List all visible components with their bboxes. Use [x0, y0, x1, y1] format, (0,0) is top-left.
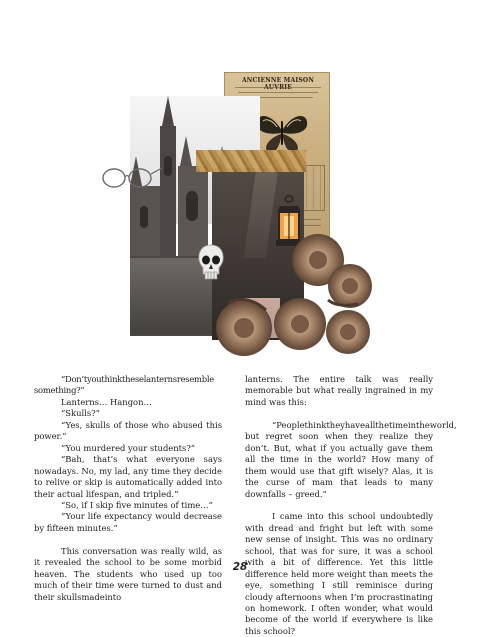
paragraph: “Yes, skulls of those who abused this power.” — [34, 419, 222, 442]
eyeglasses-icon — [100, 164, 162, 190]
parchment-text-line — [235, 87, 321, 88]
parchment-heading: ANCIENNE MAISON — [241, 77, 315, 84]
paragraph: “Don’tyouthinktheselanternsresemble something?” — [34, 374, 214, 396]
right-text-column — [245, 374, 457, 637]
butterfly-icon — [253, 109, 311, 155]
gold-ribbon — [196, 150, 306, 172]
page-number: 28 — [232, 561, 248, 573]
paragraph: “Your life expectancy would decrease by fifteen minutes.” — [34, 511, 222, 533]
parchment-text-line — [238, 92, 318, 93]
rose-icon — [208, 238, 373, 356]
paragraph: “You murdered your students?” — [61, 442, 196, 453]
paragraph: Lanterns… Hangon… — [61, 396, 152, 407]
paragraph: lanterns. The entire talk was really memorable but what really ingrained in my mind was this: — [245, 374, 433, 407]
paragraph: “Bah, that’s what everyone says nowadays. No, my lad, any time they decide to relive or skip is automatically added into their actual lifespan, and tripled.” — [34, 454, 222, 499]
paragraph-gap — [245, 408, 433, 419]
paragraph: I came into this school undoubtedly with dread and fright but left with some new sense of insight. This was no ordinary school, that was for sure, it was a school with a bit of difference. Yet this little difference held more weight than meets the eye, something I still reminisce during cloudy afternoons when I’m procrastinating on homework. I often wonder, what would become of the world if everywhere is like this school? — [245, 511, 433, 636]
paragraph: “Skulls?” — [61, 408, 100, 419]
paragraph: “So, if I skip five minutes of time…” — [61, 499, 213, 510]
paragraph: This conversation was really wild, as it revealed the school to be some morbid heaven. The students who used up too much of their time were turned to dust and their skullsmadeinto — [34, 545, 222, 602]
collage-illustration — [100, 68, 370, 356]
skull-icon — [196, 244, 226, 280]
paragraph-gap — [245, 500, 433, 511]
paragraph-gap — [34, 534, 222, 545]
paragraph: “Peoplethinktheyhaveallthetimeintheworld, but regret soon when they realize they don’t. But, what if you actually gave them all the time in the world? How many of them would use that gift wisely? Alas, it is the curse of mam that leads to many downfalls – greed.” — [245, 419, 457, 499]
